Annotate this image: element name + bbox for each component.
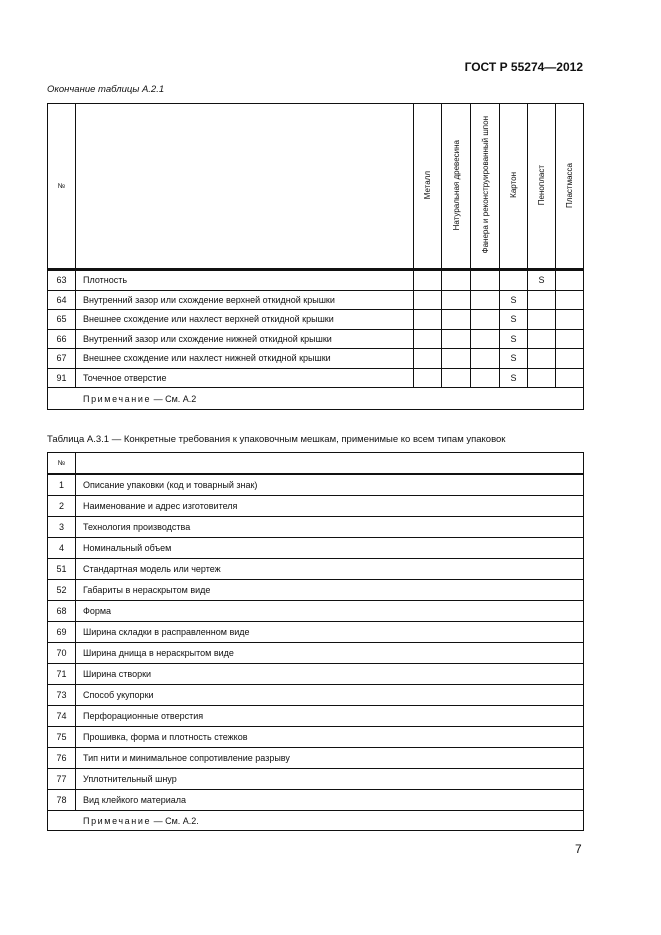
note-label: Примечание <box>83 393 152 404</box>
material-column-label: Пенопласт <box>537 164 546 206</box>
row-description: Плотность <box>76 270 414 291</box>
page-number: 7 <box>575 842 582 856</box>
row-description: Внутренний зазор или схождение нижней откидной крышки <box>76 329 414 349</box>
row-description: Перфорационные отверстия <box>76 706 584 727</box>
table2-caption: Таблица А.3.1 — Конкретные требования к упаковочным мешкам, применимые ко всем типам упаковок <box>47 434 506 445</box>
number-header: № <box>48 104 76 270</box>
row-number: 2 <box>48 496 76 517</box>
row-description: Ширина днища в нераскрытом виде <box>76 643 584 664</box>
table1-caption: Окончание таблицы А.2.1 <box>47 84 165 95</box>
row-description: Описание упаковки (код и товарный знак) <box>76 474 584 496</box>
table-row <box>48 290 584 310</box>
applicability-mark <box>414 290 442 310</box>
description-header <box>76 453 584 475</box>
applicability-mark <box>442 310 471 330</box>
applicability-mark: S <box>500 329 528 349</box>
table-row <box>48 329 584 349</box>
material-column-header <box>471 104 500 270</box>
applicability-mark <box>528 368 556 388</box>
row-number: 69 <box>48 622 76 643</box>
row-description: Ширина складки в расправленном виде <box>76 622 584 643</box>
note-label: Примечание <box>83 815 152 826</box>
applicability-mark <box>471 270 500 291</box>
material-column-header <box>556 104 584 270</box>
applicability-mark <box>528 290 556 310</box>
row-description: Стандартная модель или чертеж <box>76 559 584 580</box>
applicability-mark <box>556 310 584 330</box>
material-column-header <box>528 104 556 270</box>
applicability-mark: S <box>528 270 556 291</box>
applicability-mark <box>556 329 584 349</box>
row-number: 76 <box>48 748 76 769</box>
row-description: Внешнее схождение или нахлест нижней откидной крышки <box>76 349 414 369</box>
table-row <box>48 622 584 643</box>
table-row <box>48 727 584 748</box>
applicability-mark <box>414 349 442 369</box>
table-row <box>48 474 584 496</box>
row-description: Уплотнительный шнур <box>76 769 584 790</box>
applicability-mark <box>442 270 471 291</box>
material-column-header <box>414 104 442 270</box>
row-number: 65 <box>48 310 76 330</box>
material-column-header <box>442 104 471 270</box>
applicability-mark <box>442 329 471 349</box>
table-row <box>48 748 584 769</box>
applicability-mark <box>442 290 471 310</box>
applicability-mark <box>528 329 556 349</box>
table-row <box>48 790 584 811</box>
applicability-mark <box>528 349 556 369</box>
applicability-mark <box>471 310 500 330</box>
table-row <box>48 270 584 291</box>
document-id: ГОСТ Р 55274—2012 <box>464 60 583 74</box>
applicability-mark <box>471 368 500 388</box>
row-number: 68 <box>48 601 76 622</box>
row-number: 74 <box>48 706 76 727</box>
applicability-mark <box>414 270 442 291</box>
table2-header-row <box>48 453 584 475</box>
row-description: Ширина створки <box>76 664 584 685</box>
material-column-label: Металл <box>423 170 432 200</box>
row-number: 64 <box>48 290 76 310</box>
row-number: 75 <box>48 727 76 748</box>
row-description: Прошивка, форма и плотность стежков <box>76 727 584 748</box>
applicability-mark <box>471 329 500 349</box>
applicability-mark <box>414 310 442 330</box>
row-number: 91 <box>48 368 76 388</box>
row-description: Наименование и адрес изготовителя <box>76 496 584 517</box>
applicability-mark <box>414 368 442 388</box>
row-number: 3 <box>48 517 76 538</box>
table-row <box>48 538 584 559</box>
material-column-label: Пластмасса <box>565 162 574 208</box>
applicability-mark <box>500 270 528 291</box>
description-header <box>76 104 414 270</box>
number-header: № <box>48 453 76 475</box>
table-row <box>48 601 584 622</box>
table-a21-end <box>47 103 584 410</box>
material-column-header <box>500 104 528 270</box>
row-description: Вид клейкого материала <box>76 790 584 811</box>
applicability-mark: S <box>500 349 528 369</box>
table-a31 <box>47 452 584 831</box>
applicability-mark <box>471 349 500 369</box>
table-row <box>48 559 584 580</box>
material-column-label: Натуральная древесина <box>451 139 461 231</box>
applicability-mark <box>556 349 584 369</box>
row-number: 78 <box>48 790 76 811</box>
applicability-mark <box>414 329 442 349</box>
note-cell <box>48 388 584 410</box>
row-number: 4 <box>48 538 76 559</box>
note-text: — См. А.2. <box>151 815 199 826</box>
row-description: Форма <box>76 601 584 622</box>
row-number: 70 <box>48 643 76 664</box>
row-description: Точечное отверстие <box>76 368 414 388</box>
table-note <box>48 811 584 831</box>
applicability-mark <box>471 290 500 310</box>
table-row <box>48 664 584 685</box>
table-row <box>48 580 584 601</box>
applicability-mark <box>556 270 584 291</box>
row-number: 63 <box>48 270 76 291</box>
applicability-mark <box>442 368 471 388</box>
applicability-mark: S <box>500 310 528 330</box>
row-number: 71 <box>48 664 76 685</box>
row-description: Внешнее схождение или нахлест верхней откидной крышки <box>76 310 414 330</box>
row-description: Номинальный объем <box>76 538 584 559</box>
row-number: 52 <box>48 580 76 601</box>
table-row <box>48 310 584 330</box>
row-number: 1 <box>48 474 76 496</box>
note-text: — См. А.2 <box>151 393 197 404</box>
applicability-mark: S <box>500 368 528 388</box>
table-note <box>48 388 584 410</box>
applicability-mark: S <box>500 290 528 310</box>
row-description: Внутренний зазор или схождение верхней откидной крышки <box>76 290 414 310</box>
table-row <box>48 349 584 369</box>
material-column-label: Фанера и реконструированный шпон <box>480 116 490 254</box>
row-number: 66 <box>48 329 76 349</box>
table-row <box>48 643 584 664</box>
row-description: Габариты в нераскрытом виде <box>76 580 584 601</box>
note-cell <box>48 811 584 831</box>
table-row <box>48 706 584 727</box>
row-number: 51 <box>48 559 76 580</box>
table1-header-row <box>48 104 584 270</box>
table-row <box>48 769 584 790</box>
table-row <box>48 517 584 538</box>
table-row <box>48 368 584 388</box>
material-column-label: Картон <box>509 172 518 198</box>
applicability-mark <box>442 349 471 369</box>
applicability-mark <box>556 368 584 388</box>
row-number: 77 <box>48 769 76 790</box>
applicability-mark <box>528 310 556 330</box>
applicability-mark <box>556 290 584 310</box>
row-description: Способ укупорки <box>76 685 584 706</box>
row-number: 67 <box>48 349 76 369</box>
row-description: Технология производства <box>76 517 584 538</box>
row-number: 73 <box>48 685 76 706</box>
table-row <box>48 685 584 706</box>
table-row <box>48 496 584 517</box>
row-description: Тип нити и минимальное сопротивление разрыву <box>76 748 584 769</box>
